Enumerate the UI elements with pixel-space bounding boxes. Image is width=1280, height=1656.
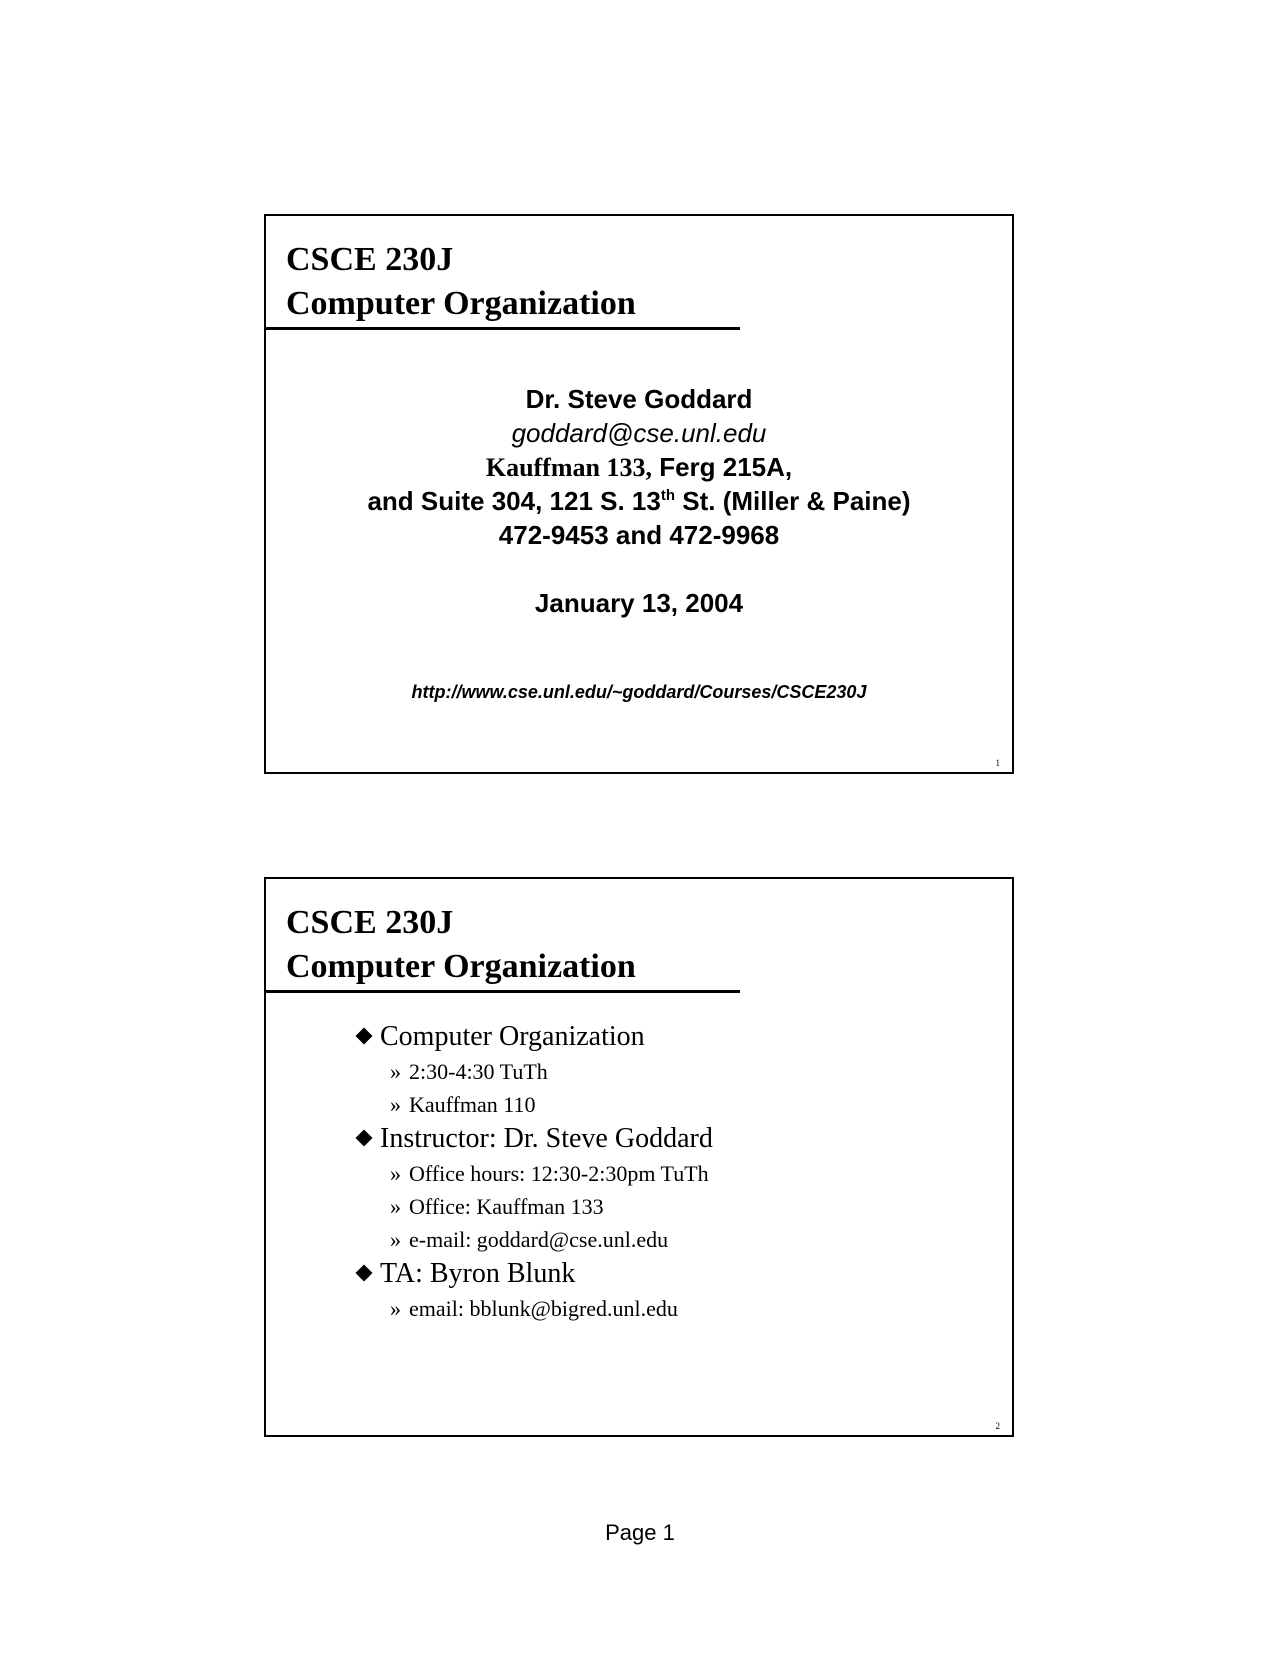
slide-title bbox=[286, 901, 636, 989]
bullet-item bbox=[354, 1019, 713, 1055]
bullet-list bbox=[354, 1019, 713, 1325]
suite-line bbox=[266, 486, 1012, 517]
title-line-1: CSCE 230J bbox=[286, 241, 454, 278]
sub-bullet-marker: » bbox=[390, 1194, 401, 1219]
phone-numbers: 472-9453 and 472-9968 bbox=[498, 520, 780, 550]
sub-bullet-marker: » bbox=[390, 1296, 401, 1321]
office-secondary: Ferg 215A, bbox=[651, 452, 793, 482]
title-line-1: CSCE 230J bbox=[286, 904, 454, 941]
page-footer: Page 1 bbox=[605, 1520, 675, 1545]
slide-number: 2 bbox=[995, 1421, 1000, 1431]
sub-bullet-text: email: bblunk@bigred.unl.edu bbox=[409, 1296, 678, 1321]
bullet-item bbox=[354, 1256, 713, 1292]
bullet-label: TA: Byron Blunk bbox=[380, 1258, 576, 1289]
sub-bullet-text: Office: Kauffman 133 bbox=[409, 1194, 604, 1219]
suite-sup: th bbox=[660, 487, 676, 504]
slide-number: 1 bbox=[995, 758, 1000, 768]
bullet-label: Computer Organization bbox=[380, 1021, 645, 1052]
slide-1 bbox=[264, 214, 1014, 774]
course-url[interactable]: http://www.cse.unl.edu/~goddard/Courses/CSCE230J bbox=[411, 682, 867, 702]
sub-bullet-item bbox=[354, 1055, 713, 1088]
sub-bullet-item bbox=[354, 1157, 713, 1190]
instructor-email: goddard@cse.unl.edu bbox=[511, 418, 767, 448]
sub-bullet-text: Office hours: 12:30-2:30pm TuTh bbox=[409, 1161, 709, 1186]
instructor-name: Dr. Steve Goddard bbox=[525, 384, 753, 414]
sub-bullet-item bbox=[354, 1223, 713, 1256]
title-underline bbox=[266, 990, 740, 993]
sub-bullet-marker: » bbox=[390, 1092, 401, 1117]
title-underline bbox=[266, 327, 740, 330]
lecture-date: January 13, 2004 bbox=[534, 588, 744, 618]
office-primary: Kauffman 133, bbox=[485, 453, 652, 482]
suite-after: St. (Miller & Paine) bbox=[675, 486, 911, 516]
title-line-2: Computer Organization bbox=[286, 285, 636, 322]
sub-bullet-item bbox=[354, 1292, 713, 1325]
sub-bullet-item bbox=[354, 1088, 713, 1121]
suite-before: and Suite 304, 121 S. 13 bbox=[367, 486, 661, 516]
sub-bullet-text: 2:30-4:30 TuTh bbox=[409, 1059, 548, 1084]
slide-2 bbox=[264, 877, 1014, 1437]
sub-bullet-item bbox=[354, 1190, 713, 1223]
office-line bbox=[266, 452, 1012, 483]
sub-bullet-marker: » bbox=[390, 1161, 401, 1186]
sub-bullet-text: Kauffman 110 bbox=[409, 1092, 536, 1117]
sub-bullet-text: e-mail: goddard@cse.unl.edu bbox=[409, 1227, 669, 1252]
diamond-bullet-icon bbox=[356, 1028, 373, 1045]
bullet-label: Instructor: Dr. Steve Goddard bbox=[380, 1123, 713, 1154]
diamond-bullet-icon bbox=[356, 1130, 373, 1147]
bullet-item bbox=[354, 1121, 713, 1157]
slide-title bbox=[286, 238, 636, 326]
sub-bullet-marker: » bbox=[390, 1227, 401, 1252]
sub-bullet-marker: » bbox=[390, 1059, 401, 1084]
diamond-bullet-icon bbox=[356, 1265, 373, 1282]
title-line-2: Computer Organization bbox=[286, 948, 636, 985]
